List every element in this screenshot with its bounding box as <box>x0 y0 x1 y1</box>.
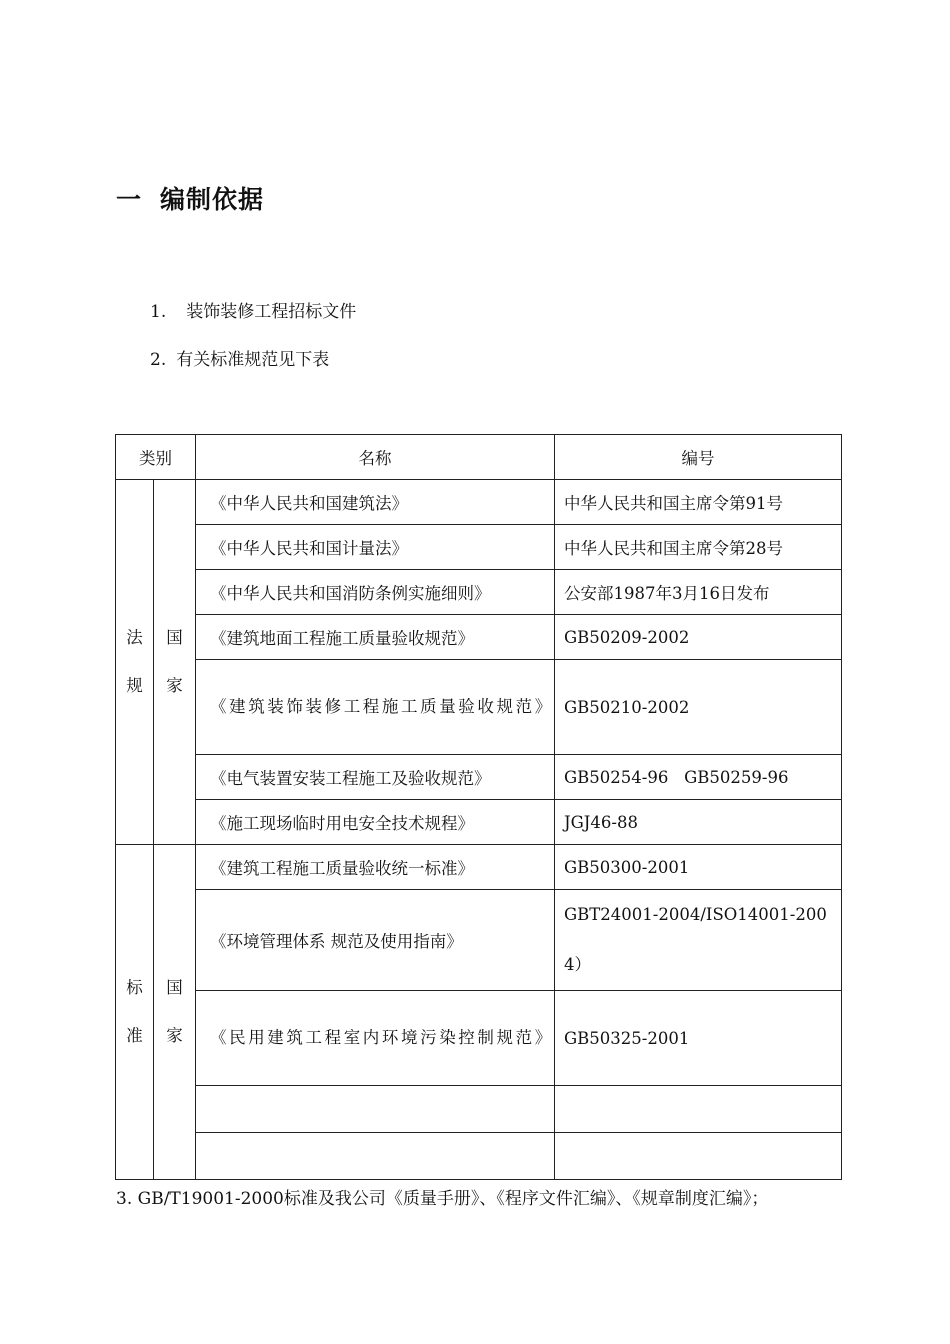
scope-char: 家 <box>166 676 183 695</box>
list-item-text: 装饰装修工程招标文件 <box>186 302 357 322</box>
standard-name: 《中华人民共和国建筑法》 <box>196 480 555 525</box>
table-row <box>116 755 842 800</box>
standard-name: 《中华人民共和国消防条例实施细则》 <box>196 570 555 615</box>
list-item <box>150 345 329 370</box>
table-row <box>116 991 842 1086</box>
table-row <box>116 525 842 570</box>
standard-code: 公安部1987年3月16日发布 <box>555 570 842 615</box>
section-heading <box>116 180 264 216</box>
list-item <box>150 297 356 322</box>
standard-code: GBT24001-2004/ISO14001-2004） <box>555 890 842 991</box>
section-number: 一 <box>116 185 143 214</box>
standard-code: GB50209-2002 <box>555 615 842 660</box>
category-standard-cell <box>116 845 154 1180</box>
standard-name: 《中华人民共和国计量法》 <box>196 525 555 570</box>
scope-char: 国 <box>166 628 183 647</box>
standard-name <box>196 1086 555 1133</box>
table-row <box>116 1133 842 1180</box>
header-name: 名称 <box>196 435 555 480</box>
standard-name: 《环境管理体系 规范及使用指南》 <box>196 890 555 991</box>
standard-name: 《建筑地面工程施工质量验收规范》 <box>196 615 555 660</box>
standard-code <box>555 1133 842 1180</box>
scope-national-cell <box>154 845 196 1180</box>
table-row <box>116 845 842 890</box>
table-row <box>116 1086 842 1133</box>
list-item-number: 2. <box>150 350 167 370</box>
standard-code: 中华人民共和国主席令第28号 <box>555 525 842 570</box>
standard-code: GB50210-2002 <box>555 660 842 755</box>
category-char: 规 <box>126 676 143 695</box>
table-row <box>116 615 842 660</box>
scope-national-cell <box>154 480 196 845</box>
category-char: 法 <box>126 628 143 647</box>
standard-name: 《民用建筑工程室内环境污染控制规范》 <box>196 991 555 1086</box>
table-row <box>116 890 842 991</box>
table-row <box>116 480 842 525</box>
standard-code <box>555 1086 842 1133</box>
standard-name: 《电气装置安装工程施工及验收规范》 <box>196 755 555 800</box>
table-header-row <box>116 435 842 480</box>
scope-char: 国 <box>166 978 183 997</box>
footnote-paragraph: 3. GB/T19001-2000标准及我公司《质量手册》、《程序文件汇编》、《规章制度汇编》； <box>116 1189 769 1209</box>
header-code: 编号 <box>555 435 842 480</box>
category-char: 准 <box>126 1026 143 1045</box>
standard-code: GB50300-2001 <box>555 845 842 890</box>
header-category: 类别 <box>116 435 196 480</box>
standard-name <box>196 1133 555 1180</box>
section-title: 编制依据 <box>160 185 265 214</box>
table-row <box>116 800 842 845</box>
scope-char: 家 <box>166 1026 183 1045</box>
list-item-text: 有关标准规范见下表 <box>176 350 330 370</box>
category-law-cell <box>116 480 154 845</box>
standard-code: GB50325-2001 <box>555 991 842 1086</box>
category-char: 标 <box>126 978 143 997</box>
list-item-number: 1. <box>150 302 167 322</box>
standard-code: GB50254-96 GB50259-96 <box>555 755 842 800</box>
standard-code: JGJ46-88 <box>555 800 842 845</box>
standard-name: 《施工现场临时用电安全技术规程》 <box>196 800 555 845</box>
standard-code: 中华人民共和国主席令第91号 <box>555 480 842 525</box>
standard-name: 《建筑装饰装修工程施工质量验收规范》 <box>196 660 555 755</box>
standards-table <box>115 434 842 1180</box>
table-row <box>116 570 842 615</box>
table-row <box>116 660 842 755</box>
standard-name: 《建筑工程施工质量验收统一标准》 <box>196 845 555 890</box>
